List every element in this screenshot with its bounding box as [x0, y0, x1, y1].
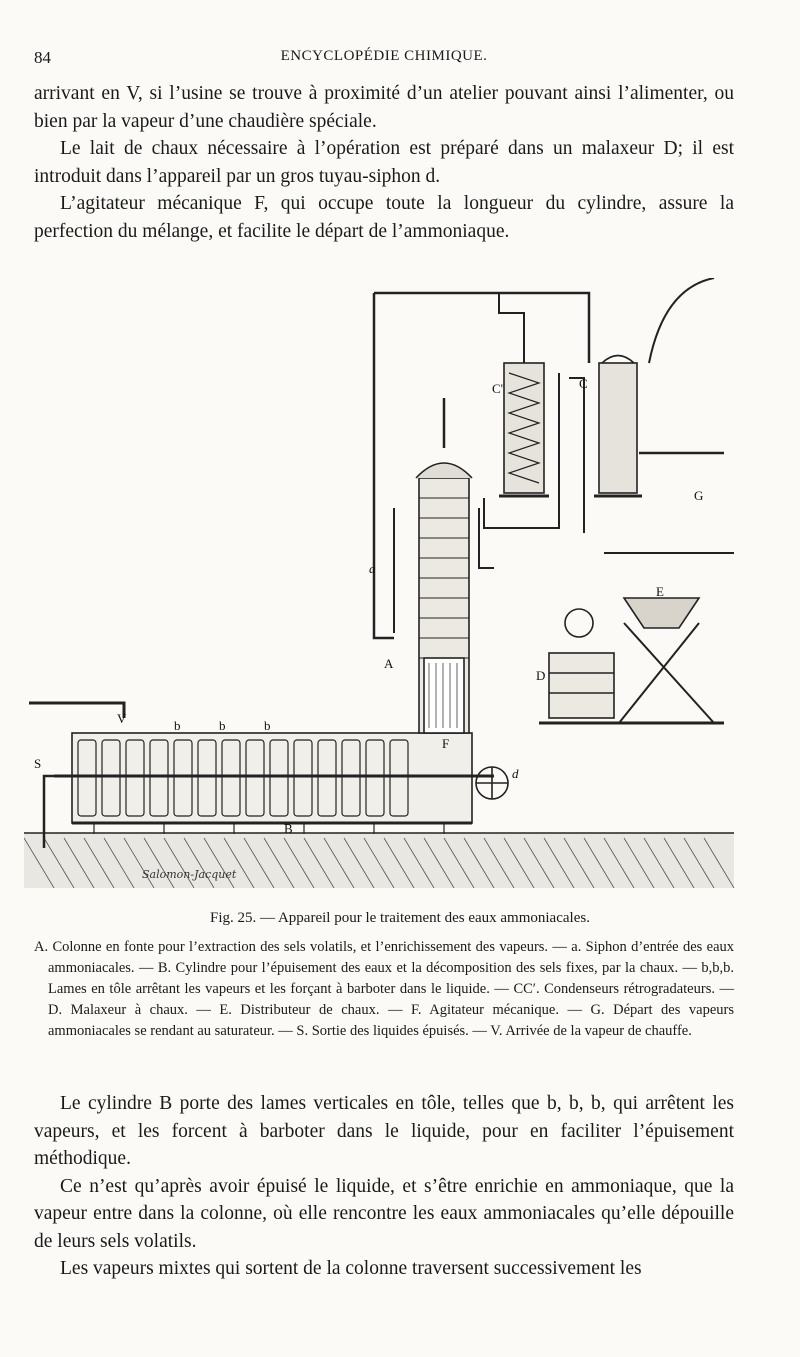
label-d-siphon: d [512, 766, 519, 781]
label-b-blade-3: b [264, 718, 271, 733]
label-f: F [442, 736, 450, 751]
apparatus-figure [24, 278, 736, 894]
page-number: 84 [34, 48, 51, 67]
label-c-prime: C' [492, 381, 504, 396]
figure-legend [34, 937, 734, 1042]
label-b-blade-2: b [219, 718, 226, 733]
label-g: G [694, 488, 704, 503]
condenser-c [594, 356, 642, 497]
paragraph-5: Ce n’est qu’après avoir épuisé le liquide, et s’être enrichie en ammoniaque, que la vapeur entre dans la colonne, où elle rencontre les eaux ammoniacales qu’elle dépouille de leurs sels volatils. [34, 1175, 734, 1252]
figure-caption: Fig. 25. — Appareil pour le traitement des eaux ammoniacales. [210, 910, 590, 926]
page-header [34, 48, 734, 72]
label-a-siphon: a [369, 561, 376, 576]
paragraph-6: Les vapeurs mixtes qui sortent de la colonne traversent successivement les [60, 1258, 642, 1279]
label-e: E [656, 584, 664, 599]
label-b-blade-1: b [174, 718, 181, 733]
label-s: S [34, 756, 42, 771]
top-text-block [34, 80, 734, 245]
column-a [416, 463, 472, 733]
ground-hatch [24, 833, 734, 888]
condenser-c-prime [499, 363, 549, 496]
label-b-cylinder: B [284, 821, 293, 836]
label-v: V [117, 711, 127, 726]
bottom-text-block [34, 1090, 734, 1283]
paragraph-2: Le lait de chaux nécessaire à l’opération est préparé dans un malaxeur D; il est introduit dans l’appareil par un gros tuyau-siphon d. [34, 138, 734, 187]
label-a-column: A [384, 656, 394, 671]
legend-text: A. Colonne en fonte pour l’extraction des sels volatils, et l’enrichissement des vapeurs. — a. Siphon d’entrée des eaux ammoniacales. — B. Cylindre pour l’épuisement des eaux et la décomposition des sels fixes, par la chaux. — b,b,b. Lames en tôle arrêtant les vapeurs et les forçant à barboter dans le liquide. — CC′. Condenseurs rétrogradateurs. — D. Malaxeur à chaux. — E. Distributeur de chaux. — F. Agitateur mécanique. — G. Départ des vapeurs ammoniacales se rendant au saturateur. — S. Sortie des liquides épuisés. — V. Arrivée de la vapeur de chauffe. [34, 939, 734, 1039]
label-d: D [536, 668, 546, 683]
label-c: C [579, 376, 588, 391]
cylinder-b [54, 733, 494, 834]
running-title: ENCYCLOPÉDIE CHIMIQUE. [280, 48, 488, 64]
lime-distributor-e [619, 598, 714, 723]
paragraph-4: Le cylindre B porte des lames verticales en tôle, telles que b, b, b, qui arrêtent les vapeurs, et les forcent à barboter dans le liquide, pour en faciliter l’épuisement méthodique. [34, 1093, 734, 1169]
engraver-signature: Salomon-Jacquet [142, 868, 237, 881]
paragraph-1: arrivant en V, si l’usine se trouve à proximité d’un atelier pouvant ainsi l’alimenter, ou bien par la vapeur d’une chaudière spéciale. [34, 83, 734, 132]
paragraph-3: L’agitateur mécanique F, qui occupe toute la longueur du cylindre, assure la perfection du mélange, et facilite le départ de l’ammoniaque. [34, 193, 734, 242]
